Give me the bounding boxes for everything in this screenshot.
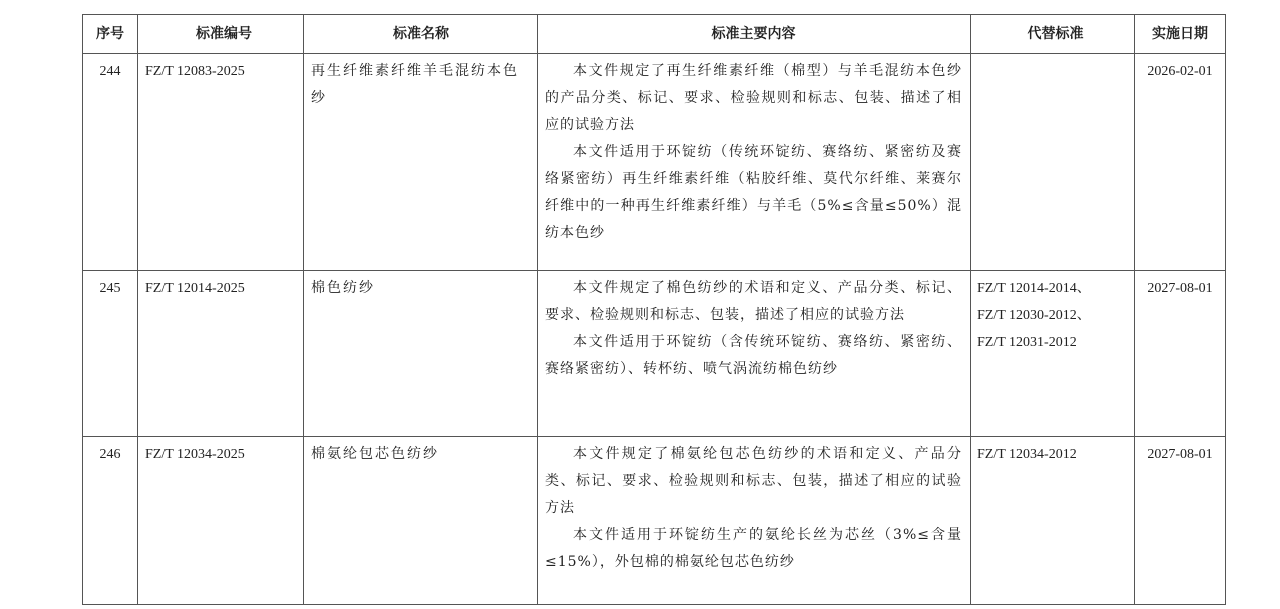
replace-standard: FZ/T 12030-2012、 <box>977 308 1091 323</box>
standards-table <box>82 14 1226 605</box>
table-row <box>83 54 1226 271</box>
replace-standard: FZ/T 12014-2014、 <box>977 281 1091 296</box>
cell-content <box>538 54 971 271</box>
header-code: 标准编号 <box>138 15 304 54</box>
cell-name: 再生纤维素纤维羊毛混纺本色纱 <box>304 54 538 271</box>
content-paragraph: 本文件规定了再生纤维素纤维（棉型）与羊毛混纺本色纱的产品分类、标记、要求、检验规则和标志、包装、描述了相应的试验方法 <box>545 63 962 133</box>
cell-date: 2027-08-01 <box>1135 437 1226 605</box>
content-paragraph: 本文件适用于环锭纺（传统环锭纺、赛络纺、紧密纺及赛络紧密纺）再生纤维素纤维（粘胶纤维、莫代尔纤维、莱赛尔纤维中的一种再生纤维素纤维）与羊毛（5%≤含量≤50%）混纺本色纱 <box>545 144 962 241</box>
replace-standard: FZ/T 12034-2012 <box>977 447 1077 462</box>
cell-date: 2027-08-01 <box>1135 271 1226 437</box>
content-paragraph: 本文件适用于环锭纺生产的氨纶长丝为芯丝（3%≤含量≤15%），外包棉的棉氨纶包芯色纺纱 <box>545 527 962 570</box>
cell-code: FZ/T 12083-2025 <box>138 54 304 271</box>
replace-standard: FZ/T 12031-2012 <box>977 335 1077 350</box>
header-replace: 代替标准 <box>971 15 1135 54</box>
header-name: 标准名称 <box>304 15 538 54</box>
table-row <box>83 271 1226 437</box>
cell-replace <box>971 271 1135 437</box>
cell-no: 246 <box>83 437 138 605</box>
table-row <box>83 437 1226 605</box>
header-no: 序号 <box>83 15 138 54</box>
table-header-row <box>83 15 1226 54</box>
content-paragraph: 本文件规定了棉氨纶包芯色纺纱的术语和定义、产品分类、标记、要求、检验规则和标志、包装，描述了相应的试验方法 <box>545 446 962 516</box>
header-date: 实施日期 <box>1135 15 1226 54</box>
cell-no: 245 <box>83 271 138 437</box>
cell-code: FZ/T 12034-2025 <box>138 437 304 605</box>
cell-code: FZ/T 12014-2025 <box>138 271 304 437</box>
cell-name: 棉氨纶包芯色纺纱 <box>304 437 538 605</box>
content-paragraph: 本文件规定了棉色纺纱的术语和定义、产品分类、标记、要求、检验规则和标志、包装，描述了相应的试验方法 <box>545 280 962 323</box>
cell-replace <box>971 437 1135 605</box>
header-content: 标准主要内容 <box>538 15 971 54</box>
cell-content <box>538 437 971 605</box>
cell-name: 棉色纺纱 <box>304 271 538 437</box>
content-paragraph: 本文件适用于环锭纺（含传统环锭纺、赛络纺、紧密纺、赛络紧密纺）、转杯纺、喷气涡流纺棉色纺纱 <box>545 334 962 377</box>
cell-date: 2026-02-01 <box>1135 54 1226 271</box>
cell-replace <box>971 54 1135 271</box>
cell-content <box>538 271 971 437</box>
cell-no: 244 <box>83 54 138 271</box>
